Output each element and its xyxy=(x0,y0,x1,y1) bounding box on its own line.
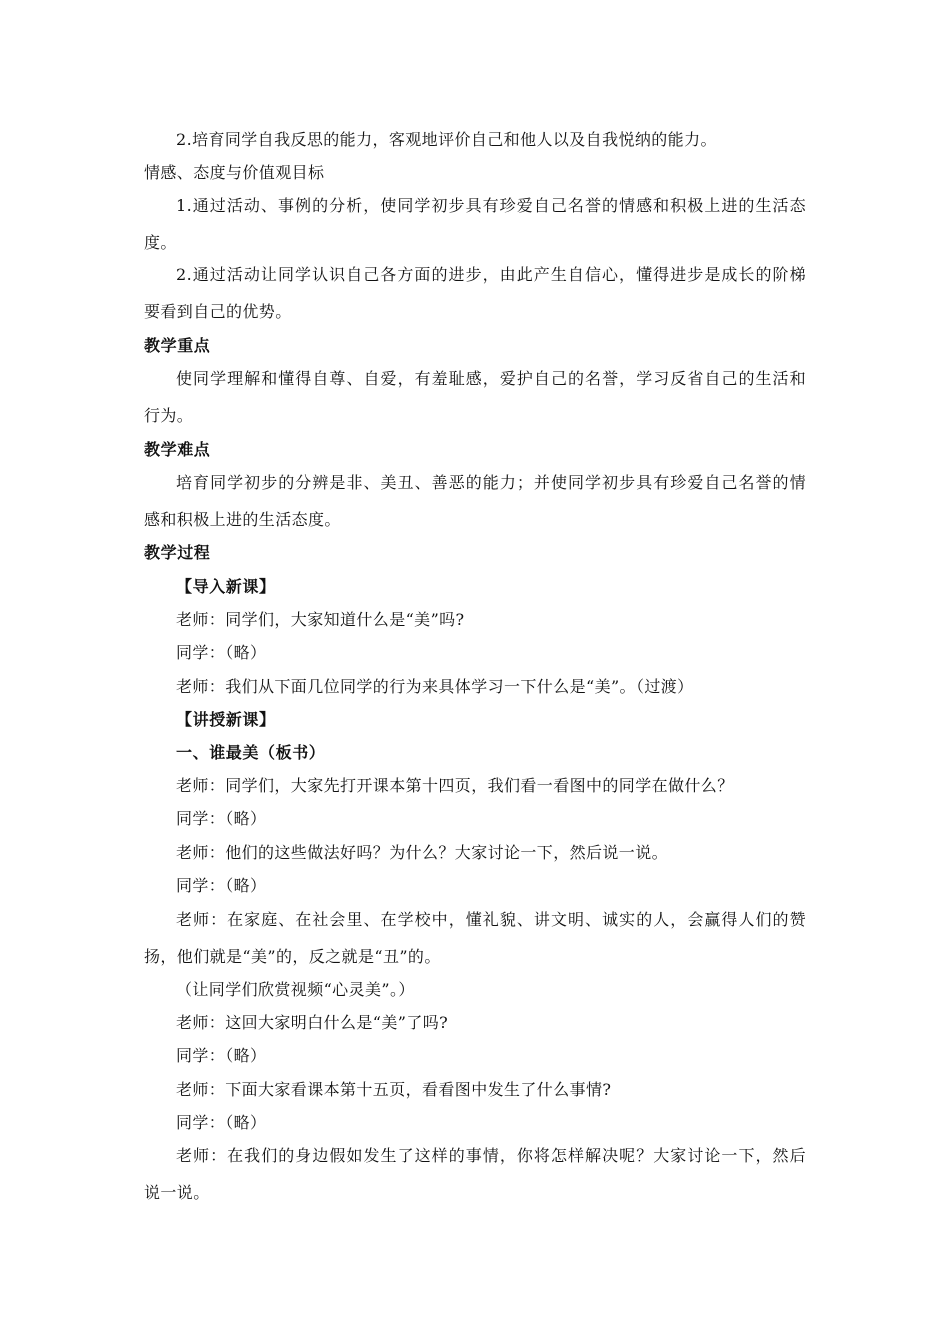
dialogue-line: 老师：在家庭、在社会里、在学校中，懂礼貌、讲文明、诚实的人，会赢得人们的赞 xyxy=(176,910,806,929)
dialogue-line: 老师：这回大家明白什么是“美”了吗? xyxy=(176,1013,449,1032)
paragraph-line: 1.通过活动、事例的分析，使同学初步具有珍爱自己名誉的情感和积极上进的生活态 xyxy=(176,196,806,215)
dialogue-line: 老师：下面大家看课本第十五页，看看图中发生了什么事情? xyxy=(176,1080,612,1099)
paragraph-line: 要看到自己的优势。 xyxy=(144,302,292,321)
section-heading-difficulties: 教学难点 xyxy=(144,440,211,459)
dialogue-line: 同学：（略） xyxy=(176,643,267,662)
subsection-heading: 【讲授新课】 xyxy=(176,710,276,729)
section-heading-process: 教学过程 xyxy=(144,543,211,562)
paragraph-line: 度。 xyxy=(144,233,177,252)
paragraph-line: 2.培育同学自我反思的能力，客观地评价自己和他人以及自我悦纳的能力。 xyxy=(176,130,717,149)
note-line: （让同学们欣赏视频“心灵美”。） xyxy=(176,980,415,999)
dialogue-line: 说一说。 xyxy=(144,1183,210,1202)
paragraph-line: 行为。 xyxy=(144,406,194,425)
paragraph-line: 感和积极上进的生活态度。 xyxy=(144,510,341,529)
paragraph-line: 使同学理解和懂得自尊、自爱，有羞耻感，爱护自己的名誉，学习反省自己的生活和 xyxy=(176,369,806,388)
dialogue-line: 同学：（略） xyxy=(176,809,267,828)
board-heading: 一、谁最美（板书） xyxy=(176,743,326,762)
dialogue-line: 同学：（略） xyxy=(176,1113,267,1132)
dialogue-line: 老师：我们从下面几位同学的行为来具体学习一下什么是“美”。（过渡） xyxy=(176,677,694,696)
section-heading-key-points: 教学重点 xyxy=(144,336,211,355)
dialogue-line: 老师：在我们的身边假如发生了这样的事情，你将怎样解决呢？大家讨论一下，然后 xyxy=(176,1146,806,1165)
dialogue-line: 老师：他们的这些做法好吗？为什么？大家讨论一下，然后说一说。 xyxy=(176,843,669,862)
dialogue-line: 老师：同学们，大家先打开课本第十四页，我们看一看图中的同学在做什么？ xyxy=(176,776,734,795)
dialogue-line: 扬，他们就是“美”的，反之就是“丑”的。 xyxy=(144,947,441,966)
subsection-heading: 【导入新课】 xyxy=(176,577,276,596)
paragraph-line: 2.通过活动让同学认识自己各方面的进步，由此产生自信心，懂得进步是成长的阶梯 xyxy=(176,265,806,284)
paragraph-line: 培育同学初步的分辨是非、美丑、善恶的能力；并使同学初步具有珍爱自己名誉的情 xyxy=(176,473,806,492)
dialogue-line: 同学：（略） xyxy=(176,876,267,895)
dialogue-line: 老师：同学们，大家知道什么是“美”吗? xyxy=(176,610,465,629)
section-subheading: 情感、态度与价值观目标 xyxy=(144,163,325,182)
dialogue-line: 同学：（略） xyxy=(176,1046,267,1065)
